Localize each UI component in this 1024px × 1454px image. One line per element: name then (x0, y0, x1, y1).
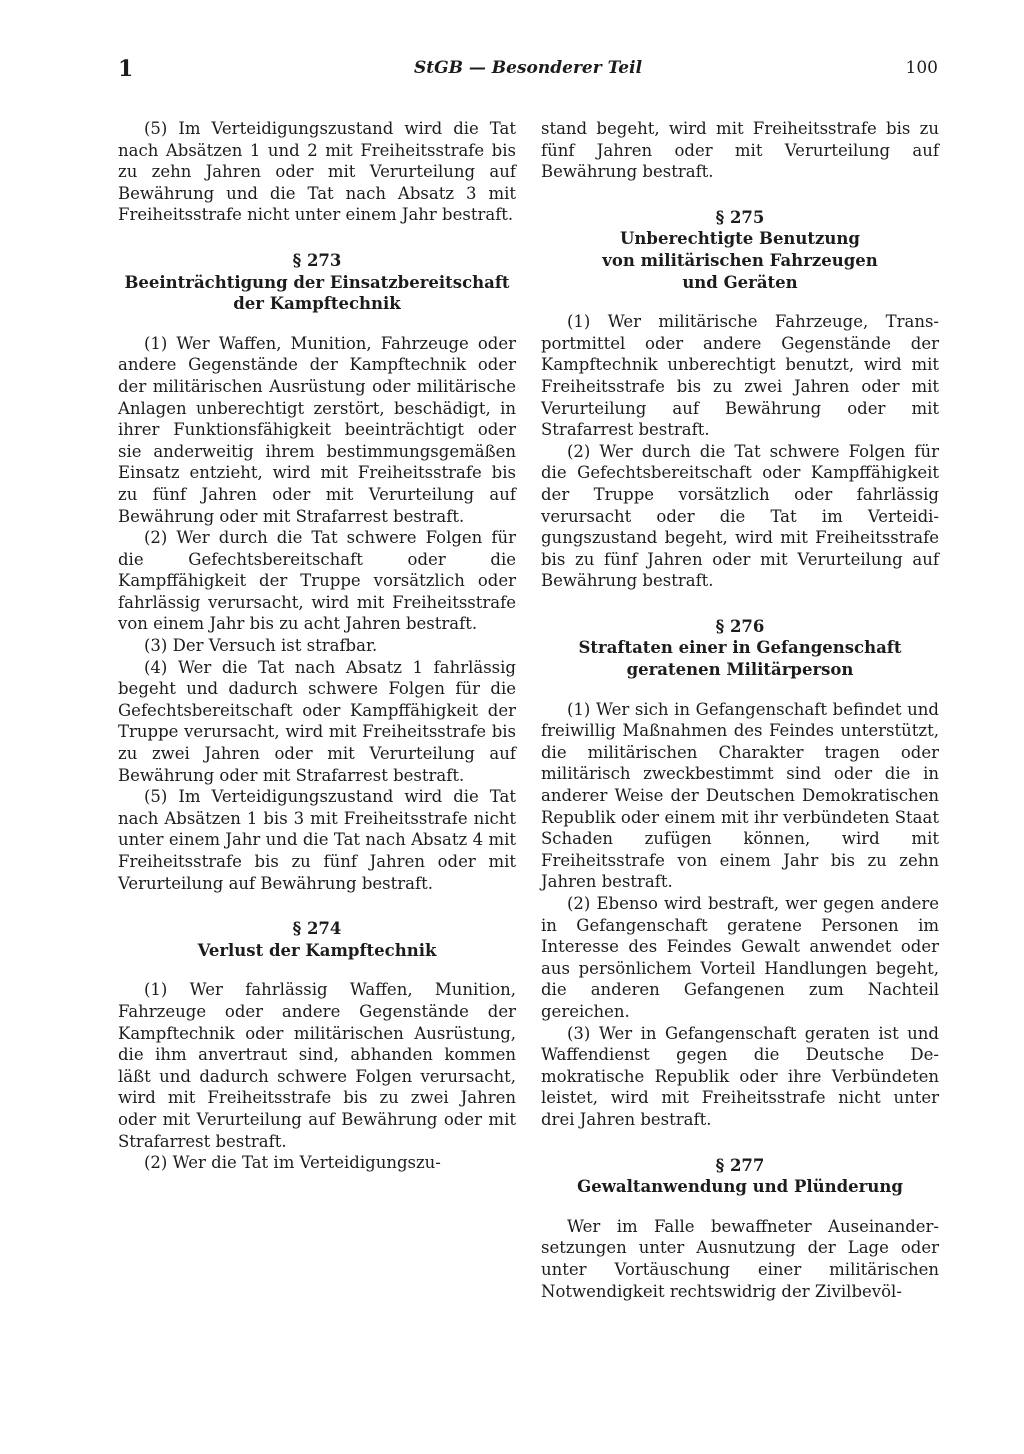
paragraph: (4) Wer die Tat nach Absatz 1 fahrlässig begeht und dadurch schwere Folgen für die Gefechtsbereitschaft oder Kampffähigkeit der Truppe verursacht, wird mit Freiheitsstrafe bis zu zwei Jahren oder mit Verurteilung auf Bewährung oder mit Strafarrest bestraft. (118, 657, 516, 785)
section-number-275: § 275 (715, 207, 765, 227)
paragraph: (5) Im Verteidigungszustand wird die Tat nach Absätzen 1 und 2 mit Freiheitsstrafe bis zu zehn Jahren oder mit Verurteilung auf Bewährung und die Tat nach Absatz 3 mit Freiheitsstrafe nicht unter einem Jahr bestraft. (118, 119, 516, 225)
section-number-277: § 277 (715, 1155, 765, 1175)
paragraph: (1) Wer militärische Fahrzeuge, Transportmittel oder andere Gegenstände der Kampftechnik unberechtigt benutzt, wird mit Freiheitsstrafe bis zu zwei Jahren oder mit Verurteilung auf Bewährung oder mit Strafarrest bestraft. (541, 312, 939, 440)
paragraph: (1) Wer sich in Gefangenschaft befindet und freiwillig Maßnahmen des Feindes unterstützt, die militärischen Charakter tragen oder militärisch zweckbestimmt sind oder die in anderer Weise der Deutschen Demokratischen Republik oder einem mit ihr verbündeten Staat Schaden zufügen können, wird mit Freiheitsstrafe von einem Jahr bis zu zehn Jahren bestraft. (541, 699, 939, 892)
section-title-273: Beeinträchtigung der Einsatzbereitschaft der Kampftechnik (124, 272, 510, 314)
paragraph: (2) Ebenso wird bestraft, wer gegen andere in Gefangenschaft geratene Personen im Interesse des Feindes Gewalt anwendet oder aus persönlichem Vorteil Handlungen begeht, die anderen Gefangenen zum Nachteil gereichen. (541, 894, 939, 1021)
paragraph: (3) Wer in Gefangenschaft geraten ist und Waffendienst gegen die Deutsche Demokratische Republik oder ihre Verbündeten leistet, wird mit Freiheitsstrafe nicht unter drei Jahren bestraft. (541, 1023, 939, 1129)
paragraph: (5) Im Verteidigungszustand wird die Tat nach Absätzen 1 bis 3 mit Freiheitsstrafe nicht unter einem Jahr und die Tat nach Absatz 4 mit Freiheitsstrafe bis zu fünf Jahren oder mit Verurteilung auf Bewährung bestraft. (118, 787, 516, 893)
section-number-273: § 273 (292, 250, 342, 270)
paragraph-continuation: stand begeht, wird mit Freiheitsstrafe bis zu fünf Jahren oder mit Verurteilung auf Bewährung bestraft. (541, 119, 939, 182)
paragraph: (2) Wer durch die Tat schwere Folgen für die Gefechtsbereitschaft oder Kampffähigkeit der Truppe vorsätzlich oder fahrlässig verursacht oder die Tat im Verteidigungszustand begeht, wird mit Freiheitsstrafe bis zu fünf Jahren oder mit Verurteilung auf Bewährung bestraft. (541, 441, 939, 591)
page-header (118, 56, 938, 86)
right-column (541, 118, 939, 1302)
paragraph: (1) Wer fahrlässig Waffen, Munition, Fahrzeuge oder andere Gegenstände der Kampftechnik oder militärischen Ausrüstung, die ihm anvertraut sind, abhanden kommen läßt und dadurch schwere Folgen verursacht, wird mit Freiheitsstrafe bis zu zwei Jahren oder mit Verurteilung auf Bewährung oder mit Strafarrest bestraft. (118, 980, 516, 1151)
page-number: 100 (905, 58, 938, 78)
section-title-275: Unberechtigte Benutzung von militärischen Fahrzeugen und Geräten (602, 229, 878, 292)
left-column (118, 118, 516, 1174)
chapter-number: 1 (118, 56, 134, 82)
paragraph: (2) Wer die Tat im Verteidigungszu- (144, 1153, 441, 1173)
paragraph: (3) Der Versuch ist strafbar. (144, 636, 378, 656)
section-number-274: § 274 (292, 919, 342, 939)
paragraph: (2) Wer durch die Tat schwere Folgen für die Gefechtsbereitschaft oder die Kampffähigkeit der Truppe vorsätzlich oder fahrlässig verursacht, wird mit Freiheitsstrafe von einem Jahr bis zu acht Jahren bestraft. (118, 528, 516, 634)
section-title-277: Gewaltanwendung und Plünderung (577, 1177, 903, 1197)
running-title: StGB — Besonderer Teil (413, 58, 643, 78)
section-number-276: § 276 (715, 616, 765, 636)
paragraph: Wer im Falle bewaffneter Auseinandersetzungen unter Ausnutzung der Lage oder unter Vortäuschung einer militärischen Notwendigkeit rechtswidrig der Zivilbevöl- (541, 1216, 939, 1301)
section-title-274: Verlust der Kampftechnik (197, 940, 437, 960)
section-title-276: Straftaten einer in Gefangenschaft geratenen Militärperson (578, 638, 902, 680)
paragraph: (1) Wer Waffen, Munition, Fahrzeuge oder andere Gegenstände der Kampftechnik oder der militärischen Ausrüstung oder militärische Anlagen unberechtigt zerstört, beschädigt, in ihrer Funktionsfähigkeit beeinträchtigt oder sie anderweitig ihrem bestimmungsgemäßen Einsatz entzieht, wird mit Freiheitsstrafe bis zu fünf Jahren oder mit Verurteilung auf Bewährung oder mit Strafarrest bestraft. (118, 333, 516, 526)
